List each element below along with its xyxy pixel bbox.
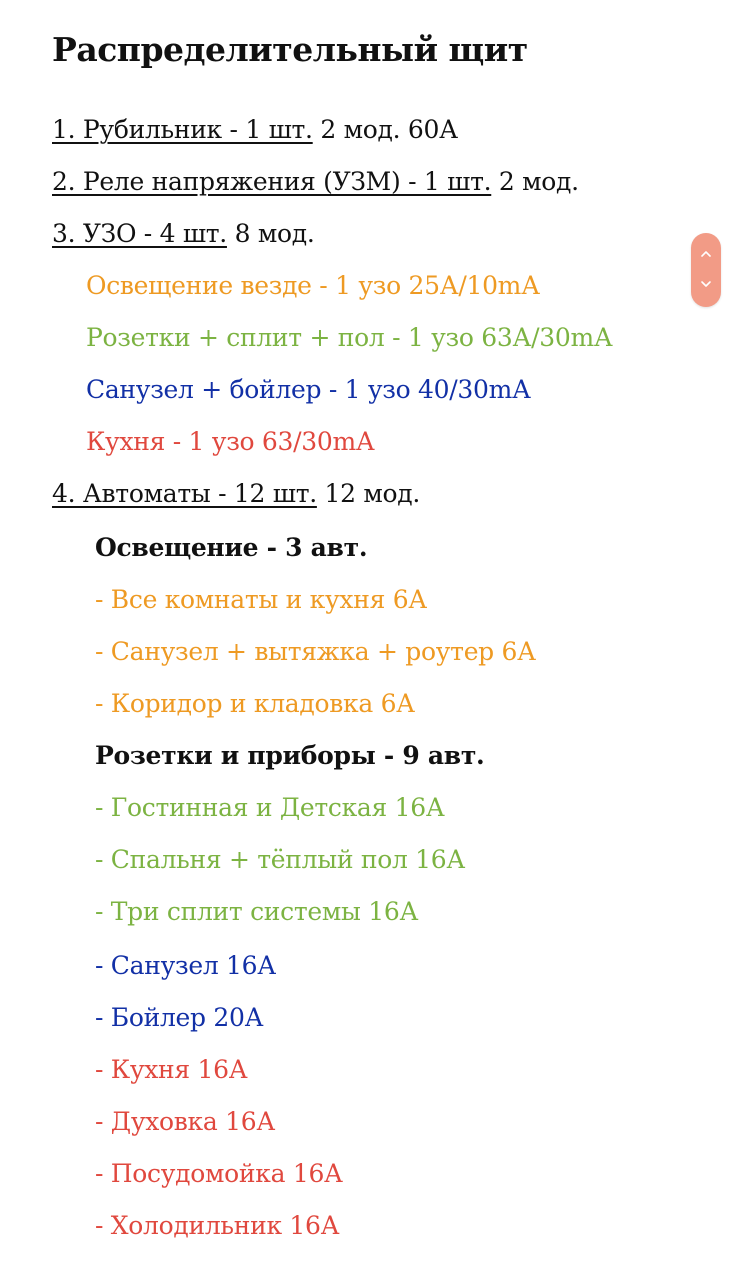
item-3-underlined: 3. УЗО - 4 шт. [52,219,227,248]
item-2-underlined: 2. Реле напряжения (УЗМ) - 1 шт. [52,167,492,196]
sockets-item: - Спальня + тёплый пол 16А [95,845,466,874]
sockets-item: - Кухня 16А [95,1055,248,1084]
lighting-header: Освещение - 3 авт. [95,533,368,562]
item-1-underlined: 1. Рубильник - 1 шт. [52,115,313,144]
item-3-line [52,218,315,250]
uzo-kitchen: Кухня - 1 узо 63/30mА [86,427,375,456]
sockets-header: Розетки и приборы - 9 авт. [95,741,485,770]
scroll-control[interactable] [691,233,721,307]
chevron-down-icon[interactable] [700,278,712,290]
sockets-item: - Бойлер 20А [95,1003,264,1032]
item-3-rest: 8 мод. [226,219,315,248]
sockets-item: - Гостинная и Детская 16А [95,793,445,822]
lighting-item: - Все комнаты и кухня 6А [95,585,427,614]
item-4-rest: 12 мод. [316,479,421,508]
lighting-item: - Санузел + вытяжка + роутер 6А [95,637,536,666]
item-2-line [52,166,579,198]
sockets-item: - Посудомойка 16А [95,1159,343,1188]
lighting-item: - Коридор и кладовка 6А [95,689,415,718]
uzo-sockets: Розетки + сплит + пол - 1 узо 63А/30mА [86,323,613,352]
page-title: Распределительный щит [52,30,528,69]
uzo-bathroom: Санузел + бойлер - 1 узо 40/30mА [86,375,531,404]
chevron-up-icon[interactable] [700,248,712,260]
item-1-line [52,114,458,146]
sockets-item: - Духовка 16А [95,1107,275,1136]
sockets-item: - Три сплит системы 16А [95,897,419,926]
sockets-item: - Санузел 16А [95,951,276,980]
item-4-underlined: 4. Автоматы - 12 шт. [52,479,317,508]
item-1-rest: 2 мод. 60А [312,115,458,144]
sockets-item: - Холодильник 16А [95,1211,340,1240]
item-2-rest: 2 мод. [491,167,579,196]
item-4-line [52,478,420,510]
uzo-lighting: Освещение везде - 1 узо 25А/10mА [86,271,540,300]
